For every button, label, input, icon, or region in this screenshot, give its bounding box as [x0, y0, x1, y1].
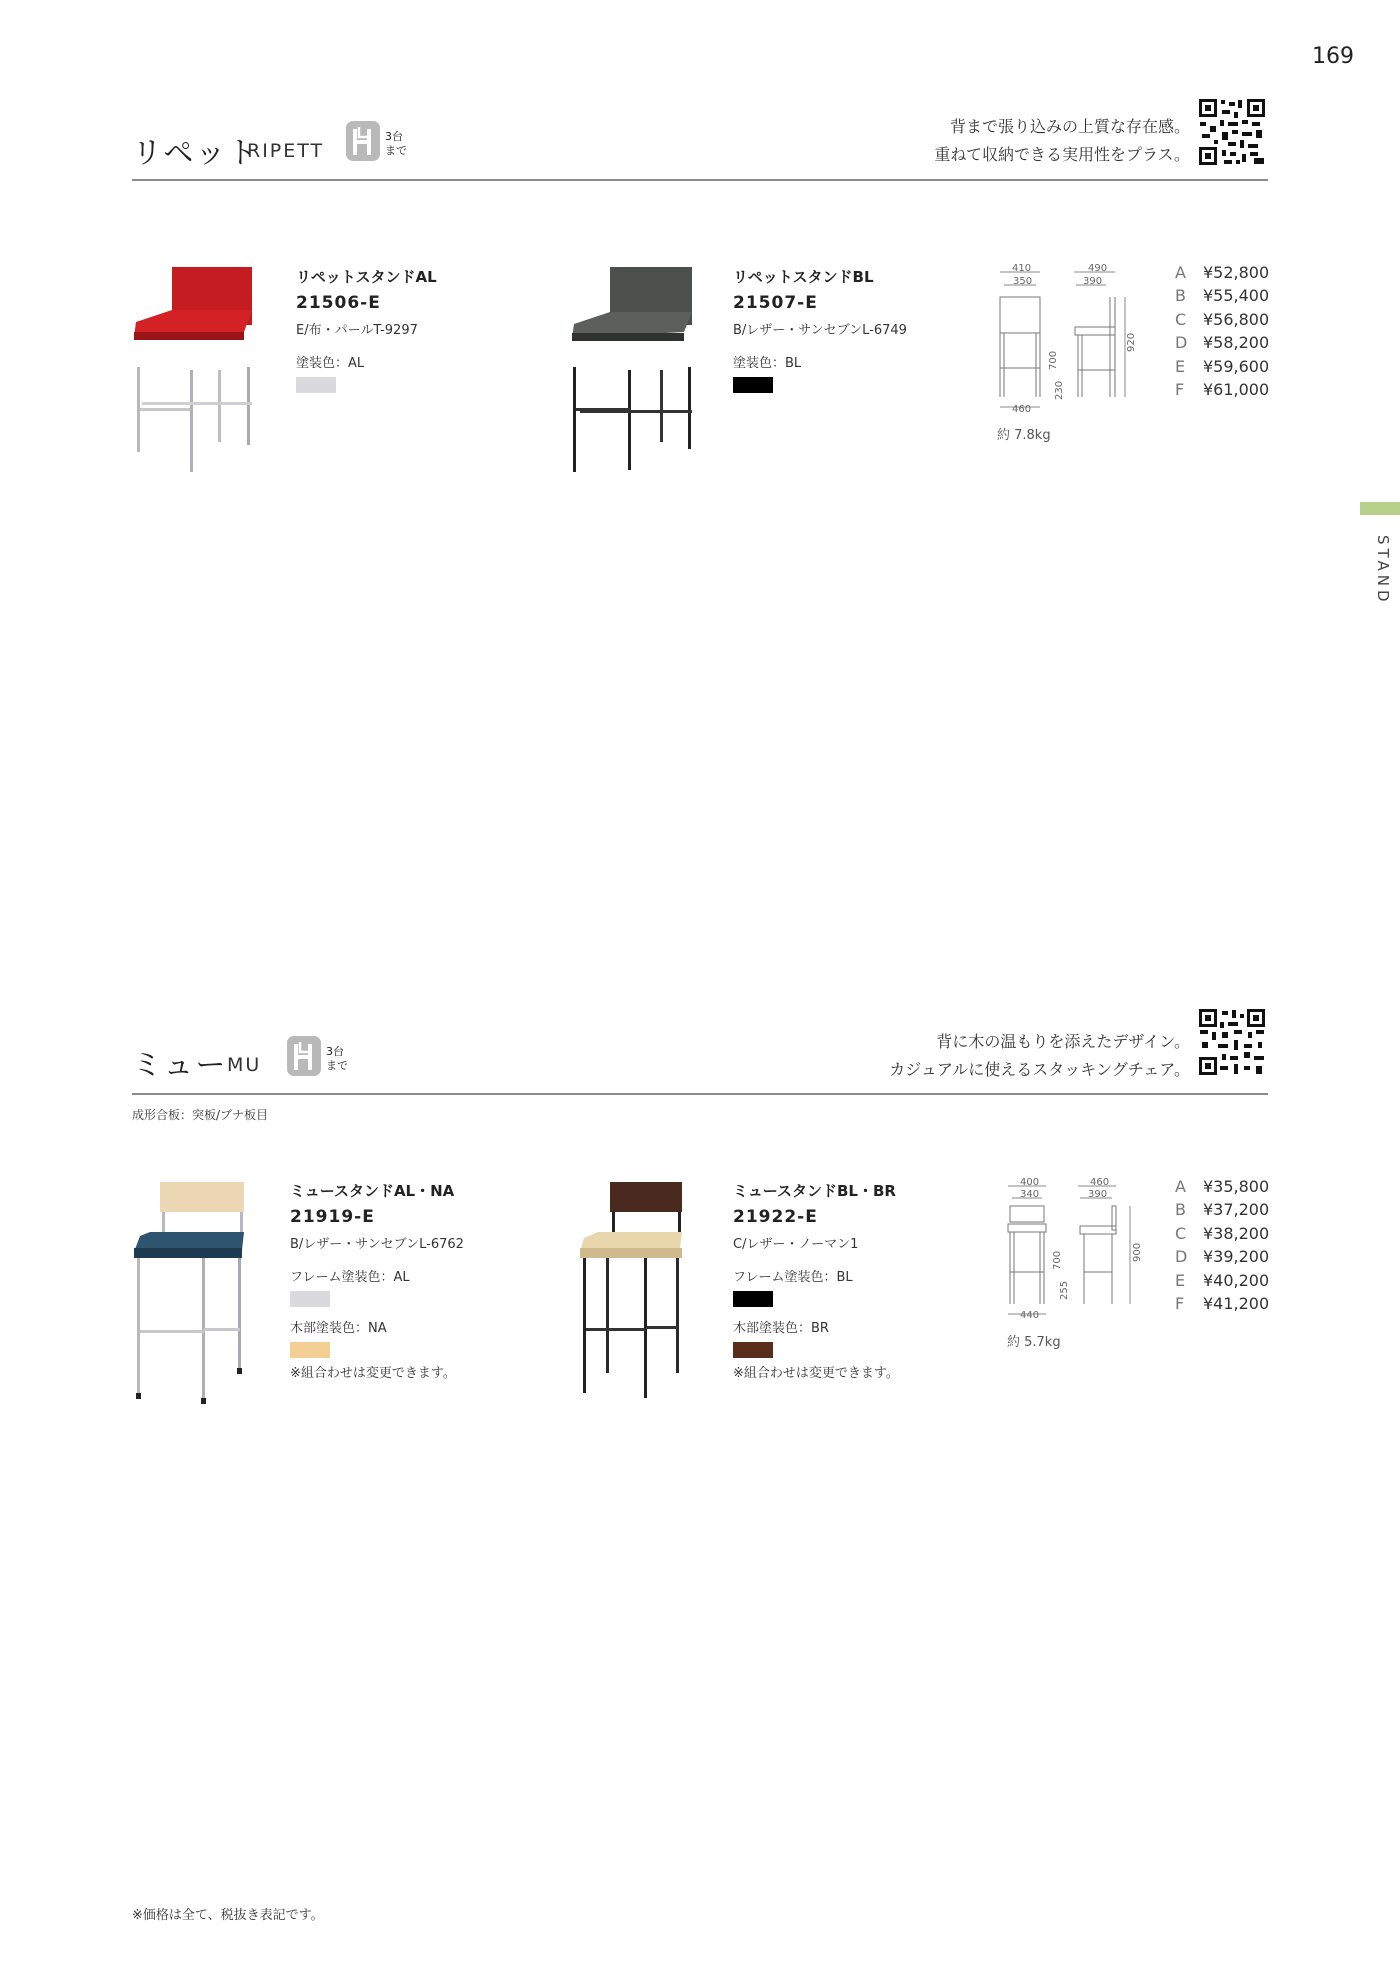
- price-row: F ¥41,200: [1175, 1293, 1270, 1313]
- price-row: A ¥35,800: [1175, 1177, 1270, 1196]
- qr-code-icon[interactable]: [1198, 98, 1266, 166]
- product-name: リペットスタンドAL: [296, 268, 437, 286]
- stacking-chair-icon: [346, 121, 380, 161]
- section-title-en: RIPETT: [247, 140, 325, 162]
- section-title-en: MU: [227, 1054, 262, 1076]
- stacking-chair-icon: [287, 1036, 321, 1076]
- dim-total-height: 920: [1126, 332, 1137, 352]
- section-title-jp: ミュー: [132, 1048, 228, 1083]
- price-row: C ¥56,800: [1175, 309, 1270, 329]
- section-tagline: 背まで張り込みの上質な存在感。 重ねて収納できる実用性をプラス。: [934, 117, 1190, 164]
- material-note: 成形合板：突板/ブナ板目: [132, 1108, 269, 1122]
- product-info: [733, 1180, 899, 1381]
- dim-front-width: 410: [1012, 263, 1032, 274]
- price-table: [1175, 1175, 1269, 1315]
- dim-side-inner: 390: [1088, 1189, 1108, 1200]
- dim-base: 460: [1012, 404, 1032, 415]
- wood-color-swatch: [290, 1342, 330, 1358]
- dim-side-width: 460: [1090, 1177, 1110, 1188]
- stack-limit-label: 3台 まで: [326, 1045, 348, 1072]
- price-row: B ¥37,200: [1175, 1200, 1270, 1220]
- price-row: E ¥59,600: [1175, 356, 1270, 376]
- wood-color-label: 木部塗装色：BR: [733, 1321, 829, 1336]
- frame-color-label: 塗装色：AL: [296, 356, 365, 371]
- section-title-jp: リペット: [132, 136, 260, 171]
- dim-front-width: 400: [1020, 1177, 1040, 1188]
- qr-code-icon[interactable]: [1198, 1008, 1266, 1076]
- frame-color-label: フレーム塗装色：AL: [290, 1270, 410, 1285]
- section-divider: [132, 179, 1268, 181]
- product-image: [568, 262, 698, 476]
- dim-foot: 255: [1059, 1280, 1070, 1300]
- product-info: [733, 266, 907, 393]
- product-info: [290, 1180, 464, 1381]
- side-tab-label: STAND: [1374, 535, 1392, 606]
- product-info: [296, 266, 437, 393]
- combination-note: ※組合わせは変更できます。: [290, 1366, 456, 1381]
- frame-color-swatch: [733, 1291, 773, 1307]
- wood-color-swatch: [733, 1342, 773, 1358]
- frame-color-label: 塗装色：BL: [733, 356, 802, 371]
- weight: 約 5.7kg: [1007, 1335, 1061, 1350]
- product-code: 21919-E: [290, 1207, 375, 1227]
- dimension-drawing: [990, 262, 1150, 426]
- frame-color-swatch: [290, 1291, 330, 1307]
- price-row: D ¥39,200: [1175, 1247, 1270, 1267]
- price-row: E ¥40,200: [1175, 1270, 1270, 1290]
- wood-color-label: 木部塗装色：NA: [290, 1321, 387, 1336]
- frame-color-swatch: [733, 377, 773, 393]
- dim-seat-height: 700: [1048, 350, 1059, 370]
- side-tab-marker: [1360, 502, 1400, 515]
- price-row: D ¥58,200: [1175, 333, 1270, 353]
- product-name: ミュースタンドAL・NA: [290, 1182, 455, 1200]
- frame-color-label: フレーム塗装色：BL: [733, 1270, 853, 1285]
- dim-foot: 230: [1054, 380, 1065, 400]
- combination-note: ※組合わせは変更できます。: [733, 1366, 899, 1381]
- weight: 約 7.8kg: [997, 428, 1051, 443]
- product-fabric: B/レザー・サンセブンL-6749: [733, 323, 907, 338]
- price-row: C ¥38,200: [1175, 1223, 1270, 1243]
- dimension-drawing: [1000, 1176, 1150, 1330]
- price-row: F ¥61,000: [1175, 379, 1270, 399]
- dim-seat-height: 700: [1052, 1250, 1063, 1270]
- product-image: [132, 1180, 252, 1409]
- product-name: ミュースタンドBL・BR: [733, 1182, 896, 1200]
- page-number: 169: [1312, 44, 1354, 69]
- dim-front-inner: 350: [1013, 276, 1033, 287]
- price-table: [1175, 261, 1269, 401]
- product-name: リペットスタンドBL: [733, 268, 874, 286]
- dim-side-inner: 390: [1083, 276, 1103, 287]
- product-image: [574, 1180, 694, 1409]
- price-row: B ¥55,400: [1175, 286, 1270, 306]
- product-fabric: E/布・パールT-9297: [296, 323, 418, 338]
- product-image: [132, 262, 262, 476]
- section-divider: [132, 1093, 1268, 1095]
- price-row: A ¥52,800: [1175, 263, 1270, 282]
- dim-total-height: 900: [1132, 1242, 1143, 1262]
- dim-base: 440: [1020, 1310, 1040, 1321]
- product-fabric: B/レザー・サンセブンL-6762: [290, 1237, 464, 1252]
- dim-side-width: 490: [1088, 263, 1108, 274]
- stack-limit-label: 3台 まで: [385, 130, 407, 157]
- dim-front-inner: 340: [1020, 1189, 1040, 1200]
- product-fabric: C/レザー・ノーマン1: [733, 1237, 859, 1252]
- section-tagline: 背に木の温もりを添えたデザイン。 カジュアルに使えるスタッキングチェア。: [889, 1032, 1190, 1079]
- product-code: 21507-E: [733, 293, 818, 313]
- price-footnote: ※価格は全て、税抜き表記です。: [132, 1908, 324, 1923]
- frame-color-swatch: [296, 377, 336, 393]
- product-code: 21506-E: [296, 293, 381, 313]
- product-code: 21922-E: [733, 1207, 818, 1227]
